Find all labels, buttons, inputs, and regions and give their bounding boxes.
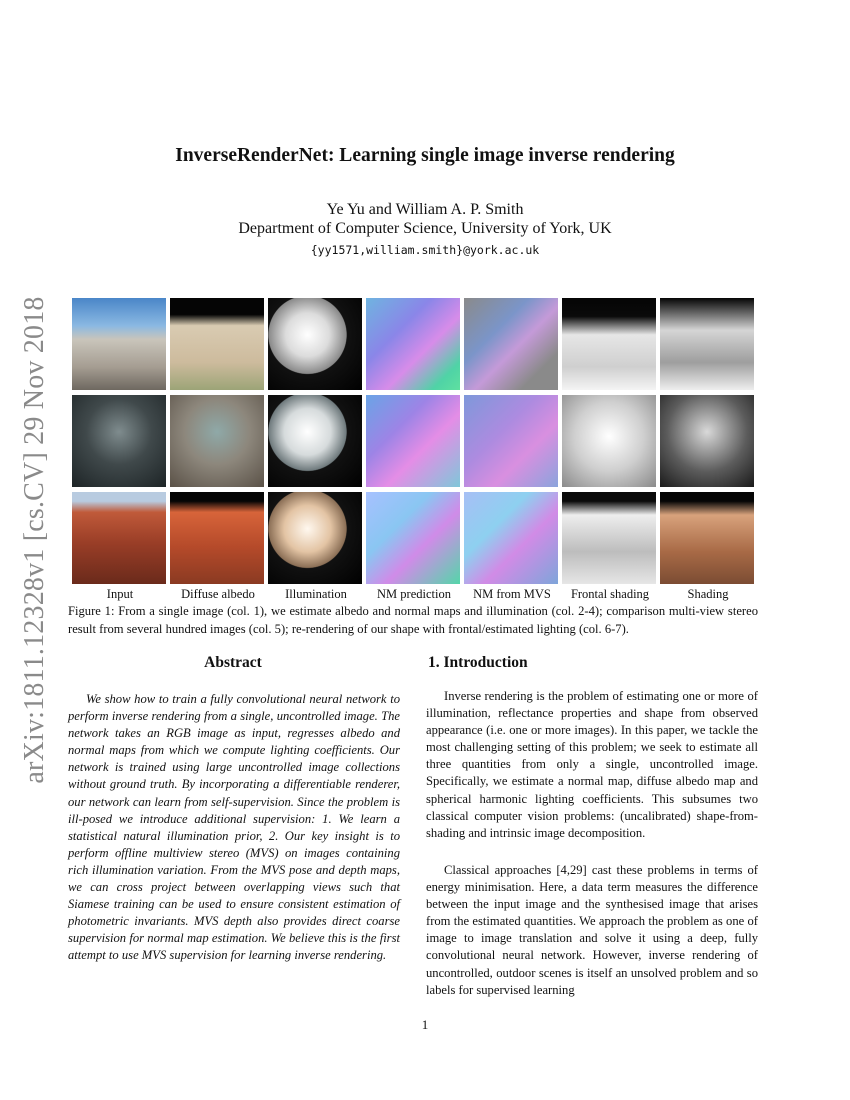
- fig-row1-illumination-image: [268, 298, 362, 390]
- fig-row2-nm-mvs-image: [464, 395, 558, 487]
- fig-row1-input-image: [72, 298, 166, 390]
- paper-affiliation: Department of Computer Science, University of York, UK: [238, 220, 612, 237]
- fig-row2-shading-image: [660, 395, 754, 487]
- fig-row1-shading-image: [660, 298, 754, 390]
- fig-row2-illumination-image: [268, 395, 362, 487]
- figure-1: [72, 298, 752, 588]
- fig-col-label: Illumination: [285, 587, 347, 601]
- fig-col-label: Input: [106, 587, 134, 601]
- fig-row3-input-image: [72, 492, 166, 584]
- fig-row3-shading-image: [660, 492, 754, 584]
- fig-row2-albedo-image: [170, 395, 264, 487]
- intro-paragraph: Inverse rendering is the problem of estimating one or more of illumination, reflectance properties and shape from observed appearance (i.e. one or more images). In this paper, we tackle the most challenging setting of this problem; we seek to estimate all three quantities from only a single, uncontrolled image. Specifically, we estimate a normal map, diffuse albedo map and spherical harmonic lighting coefficients. This subsumes two classical computer vision problems: (uncalibrated) shape-from-shading and intrinsic image decomposition.: [426, 689, 758, 840]
- fig-row1-albedo-image: [170, 298, 264, 390]
- intro-paragraph: Classical approaches [4,29] cast these problems in terms of energy minimisation. Here, a data term measures the difference between the input image and the synthesised image that arises from the estimated quantities. We approach the problem as one of image to image translation and solve it using a deep, fully convolutional neural network. However, inverse rendering of uncontrolled, outdoor scenes is itself an unsolved problem and so labels for supervised learning: [426, 863, 758, 997]
- fig-col-label: NM prediction: [377, 587, 451, 601]
- fig-row1-nm-prediction-image: [366, 298, 460, 390]
- fig-row2-frontal-shading-image: [562, 395, 656, 487]
- fig-row1-nm-mvs-image: [464, 298, 558, 390]
- figure-caption: Figure 1: From a single image (col. 1), we estimate albedo and normal maps and illumination (col. 2-4); comparison multi-view stereo result from several hundred images (col. 5); re-rendering of our shape with frontal/estimated lighting (col. 6-7).: [68, 604, 758, 636]
- fig-col-label: Diffuse albedo: [181, 587, 255, 601]
- fig-row2-input-image: [72, 395, 166, 487]
- introduction-heading: 1. Introduction: [428, 654, 528, 671]
- abstract-body: We show how to train a fully convolutional neural network to perform inverse rendering from a single, uncontrolled image. The network takes an RGB image as input, regresses albedo and normal maps from which we compute lighting coefficients. Our network is trained using large uncontrolled image collections without ground truth. By incorporating a differentiable renderer, our network can learn from self-supervision. Since the problem is ill-posed we introduce additional supervision: 1. We learn a statistical natural illumination prior, 2. Our key insight is to perform offline multiview stereo (MVS) on images containing rich illumination variation. From the MVS pose and depth maps, we can cross project between overlapping views such that Siamese training can be used to ensure consistent estimation of photometric invariants. MVS depth also provides direct coarse supervision for normal map estimation. We believe this is the first attempt to use MVS supervision for learning inverse rendering.: [68, 692, 400, 963]
- paper-email: {yy1571,william.smith}@york.ac.uk: [310, 243, 540, 257]
- fig-col-label: Shading: [687, 587, 729, 601]
- arxiv-stamp: arXiv:1811.12328v1 [cs.CV] 29 Nov 2018: [19, 296, 50, 784]
- page-number: 1: [421, 1017, 429, 1032]
- paper-title: InverseRenderNet: Learning single image inverse rendering: [175, 145, 675, 166]
- abstract-heading: Abstract: [204, 654, 262, 671]
- fig-col-label: Frontal shading: [570, 587, 650, 601]
- fig-row3-albedo-image: [170, 492, 264, 584]
- paper-authors: Ye Yu and William A. P. Smith: [326, 201, 524, 218]
- fig-row3-illumination-image: [268, 492, 362, 584]
- fig-row3-nm-prediction-image: [366, 492, 460, 584]
- fig-col-label: NM from MVS: [473, 587, 551, 601]
- fig-row3-nm-mvs-image: [464, 492, 558, 584]
- fig-row1-frontal-shading-image: [562, 298, 656, 390]
- fig-row2-nm-prediction-image: [366, 395, 460, 487]
- fig-row3-frontal-shading-image: [562, 492, 656, 584]
